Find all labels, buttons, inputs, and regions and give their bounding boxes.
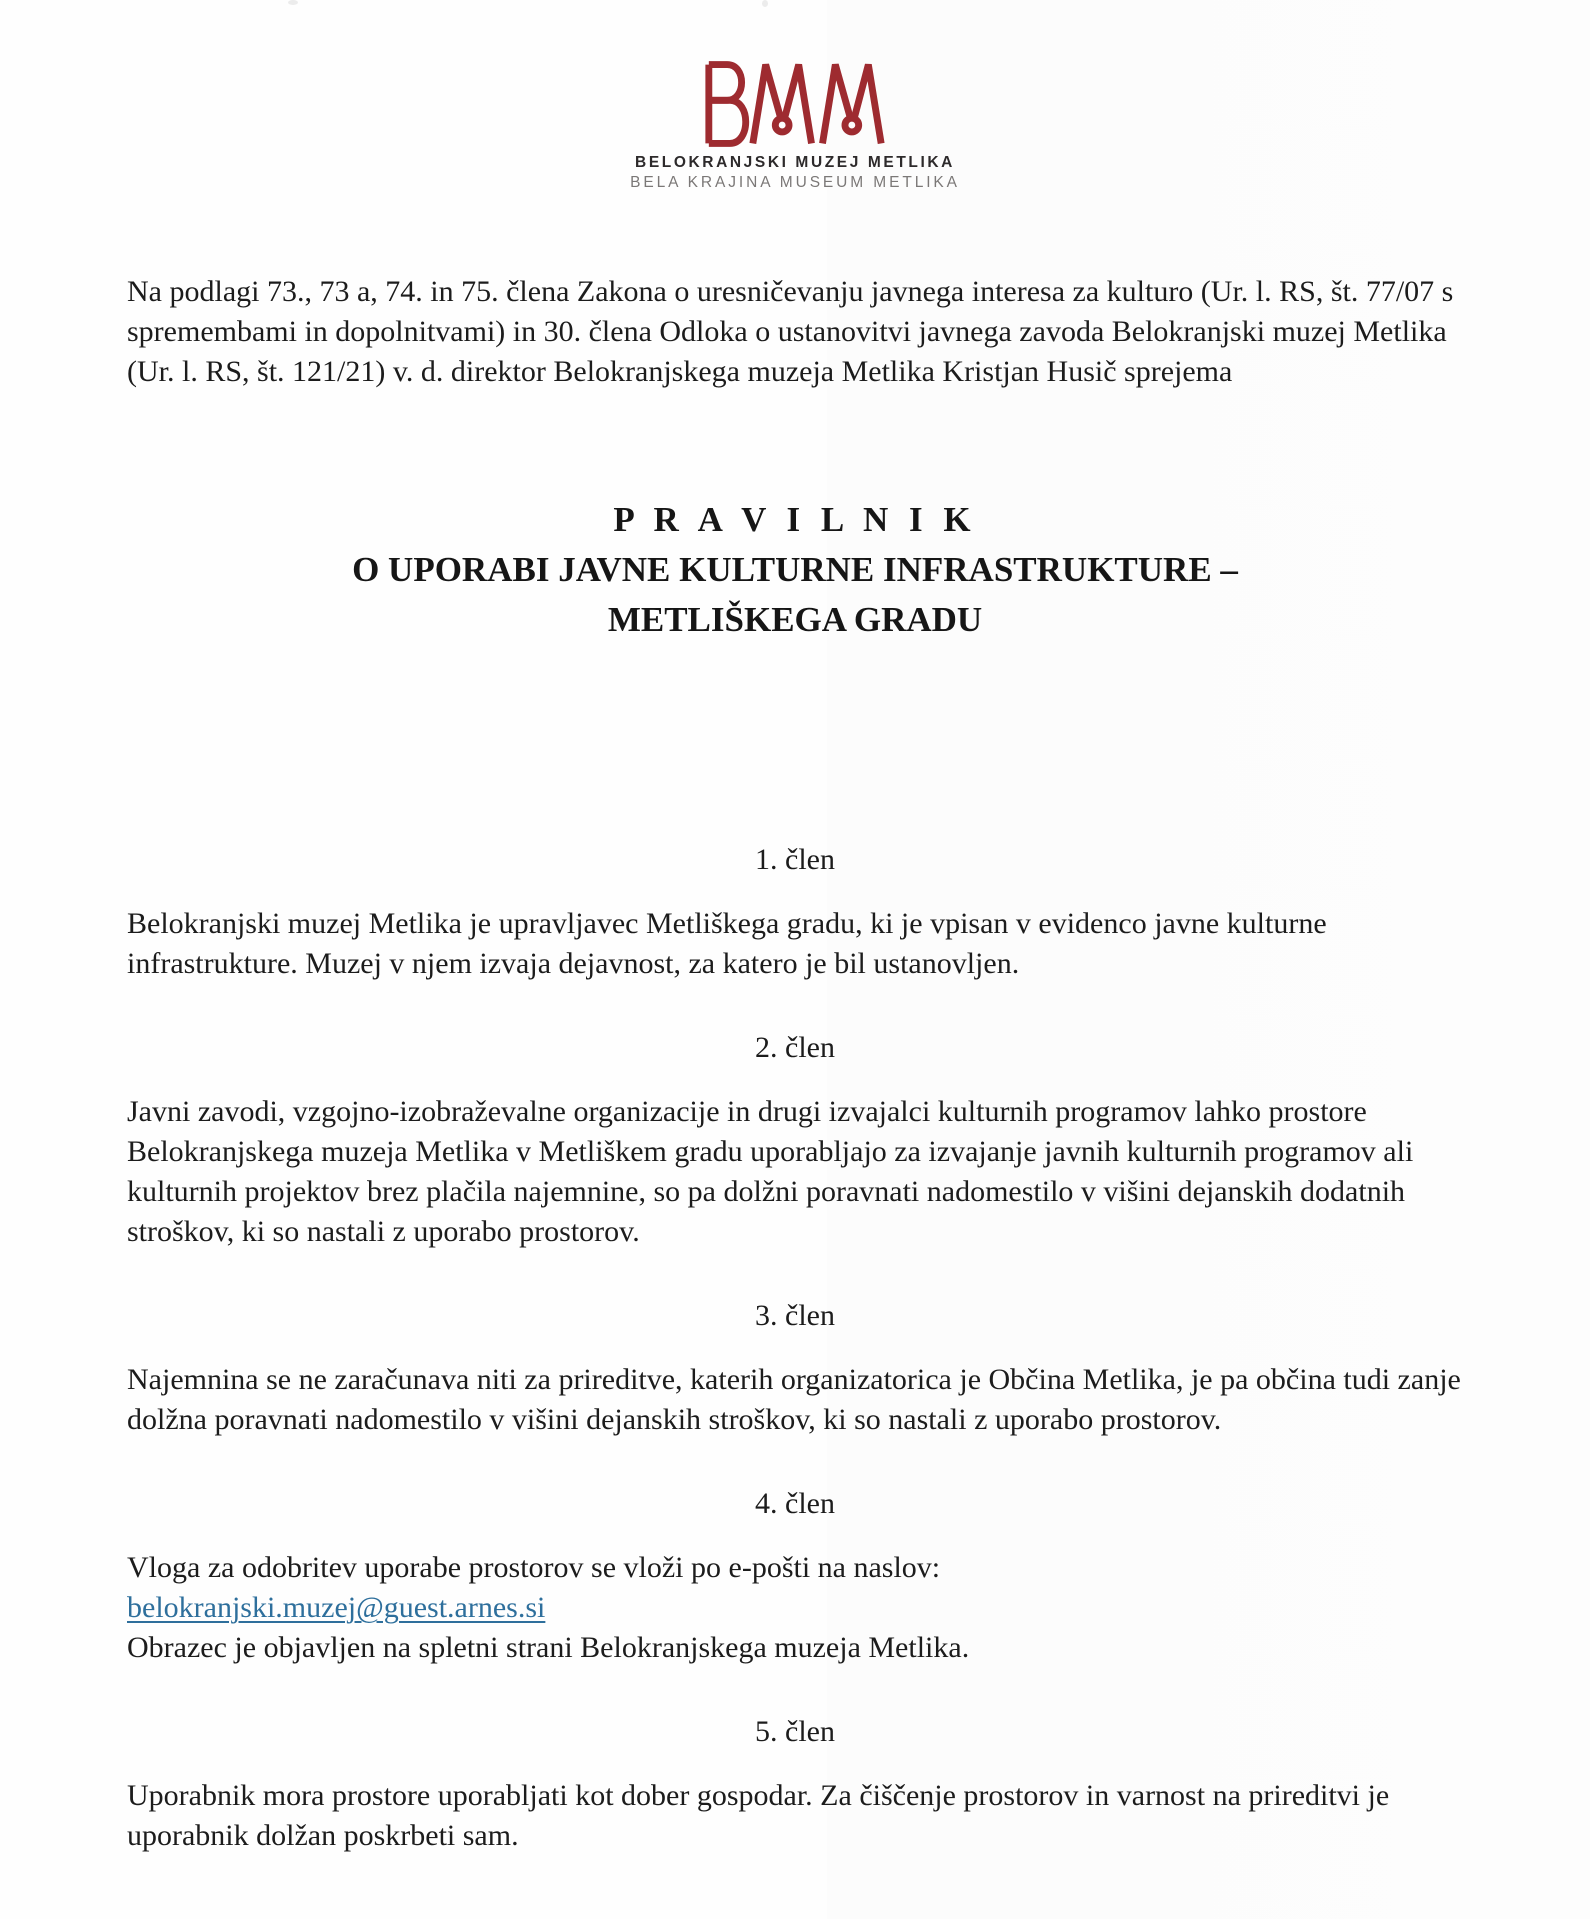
article-3-heading: 3. člen	[755, 1299, 835, 1332]
article-5-heading: 5. člen	[755, 1715, 835, 1748]
article-2-heading: 2. člen	[755, 1031, 835, 1064]
scan-artifact	[762, 0, 768, 7]
title-line-3: METLIŠKEGA GRADU	[607, 600, 983, 639]
document-title	[127, 495, 1463, 645]
scan-artifact	[288, 0, 298, 5]
article-4-heading: 4. člen	[755, 1487, 835, 1520]
article-1-text: Belokranjski muzej Metlika je upravljavec Metliškega gradu, ki je vpisan v evidenco javne kulturne infrastrukture. Muzej v njem izvaja dejavnost, za katero je bil ustanovljen.	[127, 907, 1327, 980]
article-4-outro: Obrazec je objavljen na spletni strani Belokranjskega muzeja Metlika.	[127, 1631, 970, 1664]
article-4-text	[127, 1548, 1463, 1668]
museum-name-en: BELA KRAJINA MUSEUM METLIKA	[630, 174, 960, 191]
preamble-paragraph: Na podlagi 73., 73 a, 74. in 75. člena Zakona o uresničevanju javnega interesa za kulturo (Ur. l. RS, št. 77/07 s spremembami in dopolnitvami) in 30. člena Odloka o ustanovitvi javnega zavoda Belokranjski muzej Metlika (Ur. l. RS, št. 121/21) v. d. direktor Belokranjskega muzeja Metlika Kristjan Husič sprejema	[127, 275, 1454, 388]
article-5-text: Uporabnik mora prostore uporabljati kot dober gospodar. Za čiščenje prostorov in varnost na prireditvi je uporabnik dolžan poskrbeti sam.	[127, 1779, 1390, 1852]
title-line-2: O UPORABI JAVNE KULTURNE INFRASTRUKTURE –	[352, 550, 1238, 589]
museum-logo	[127, 55, 1463, 192]
article-2-text: Javni zavodi, vzgojno-izobraževalne organizacije in drugi izvajalci kulturnih programov lahko prostore Belokranjskega muzeja Metlika v Metliškem gradu uporabljajo za izvajanje javnih kulturnih programov ali kulturnih projektov brez plačila najemnine, so pa dolžni poravnati nadomestilo v višini dejanskih dodatnih stroškov, ki so nastali z uporabo prostorov.	[127, 1095, 1414, 1248]
article-1-heading: 1. člen	[755, 843, 835, 876]
museum-email-link[interactable]: belokranjski.muzej@guest.arnes.si	[127, 1591, 546, 1624]
museum-name-sl: BELOKRANJSKI MUZEJ METLIKA	[635, 154, 955, 171]
article-4-intro: Vloga za odobritev uporabe prostorov se vloži po e-pošti na naslov:	[127, 1551, 941, 1584]
bmm-logo-icon	[696, 58, 894, 150]
article-3-text: Najemnina se ne zaračunava niti za prireditve, katerih organizatorica je Občina Metlika, je pa občina tudi zanje dolžna poravnati nadomestilo v višini dejanskih stroškov, ki so nastali z uporabo prostorov.	[127, 1363, 1461, 1436]
title-line-1: P R A V I L N I K	[613, 500, 977, 539]
